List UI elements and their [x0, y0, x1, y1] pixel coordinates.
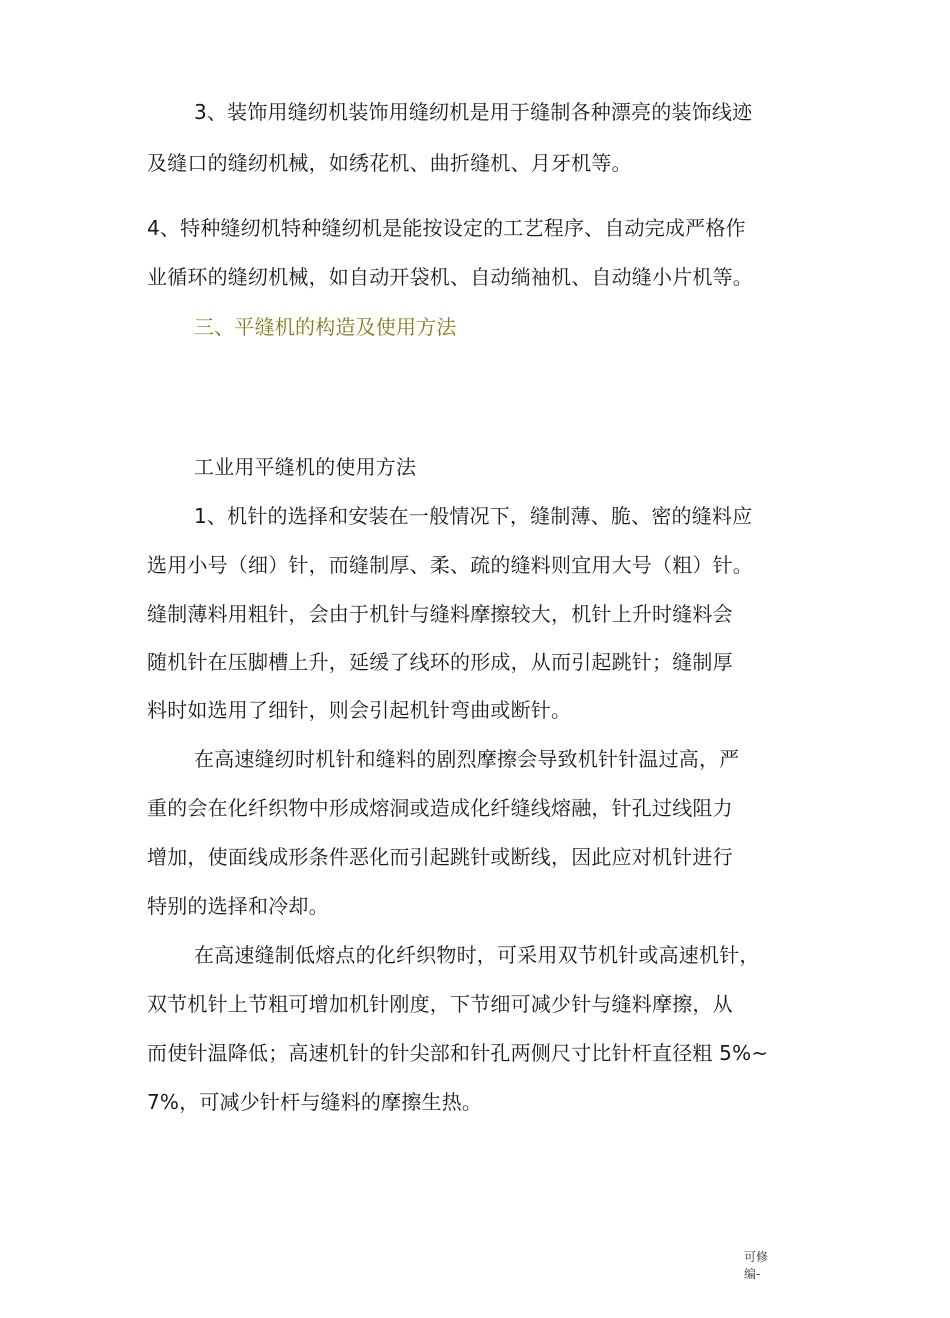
body-line: 1、机针的选择和安装在一般情况下，缝制薄、脆、密的缝料应: [194, 504, 753, 528]
body-line: 重的会在化纤织物中形成熔洞或造成化纤缝线熔融，针孔过线阻力: [147, 796, 733, 820]
body-line: 料时如选用了细针，则会引起机针弯曲或断针。: [147, 698, 572, 722]
body-line: 而使针温降低；高速机针的针尖部和针孔两侧尺寸比针杆直径粗 5%~: [147, 1041, 769, 1065]
paragraph-line: 3、装饰用缝纫机装饰用缝纫机是用于缝制各种漂亮的装饰线迹: [194, 100, 753, 124]
footer-editable-note: 编-: [744, 1267, 761, 1281]
body-line: 在高速缝纫时机针和缝料的剧烈摩擦会导致机针针温过高，严: [194, 747, 740, 771]
body-line: 7%，可减少针杆与缝料的摩擦生热。: [147, 1090, 483, 1114]
body-line: 选用小号（细）针，而缝制厚、柔、疏的缝料则宜用大号（粗）针。: [147, 553, 753, 577]
footer-editable-note: 可修: [744, 1250, 769, 1264]
body-line: 在高速缝制低熔点的化纤织物时，可采用双节机针或高速机针，: [194, 943, 760, 967]
body-line: 增加，使面线成形条件恶化而引起跳针或断线，因此应对机针进行: [147, 845, 733, 869]
body-line: 双节机针上节粗可增加机针刚度，下节细可减少针与缝料摩擦，从: [147, 992, 733, 1016]
body-line: 特别的选择和冷却。: [147, 894, 329, 918]
body-line: 缝制薄料用粗针，会由于机针与缝料摩擦较大，机针上升时缝料会: [147, 602, 733, 626]
section-heading: 三、平缝机的构造及使用方法: [194, 315, 457, 339]
body-line: 随机针在压脚槽上升，延缓了线环的形成，从而引起跳针；缝制厚: [147, 650, 733, 674]
subheading: 工业用平缝机的使用方法: [194, 455, 417, 479]
paragraph-line: 4、特种缝纫机特种缝纫机是能按设定的工艺程序、自动完成严格作: [147, 216, 746, 240]
paragraph-line: 及缝口的缝纫机械，如绣花机、曲折缝机、月牙机等。: [147, 151, 632, 175]
paragraph-line: 业循环的缝纫机械，如自动开袋机、自动绱袖机、自动缝小片机等。: [147, 265, 753, 289]
